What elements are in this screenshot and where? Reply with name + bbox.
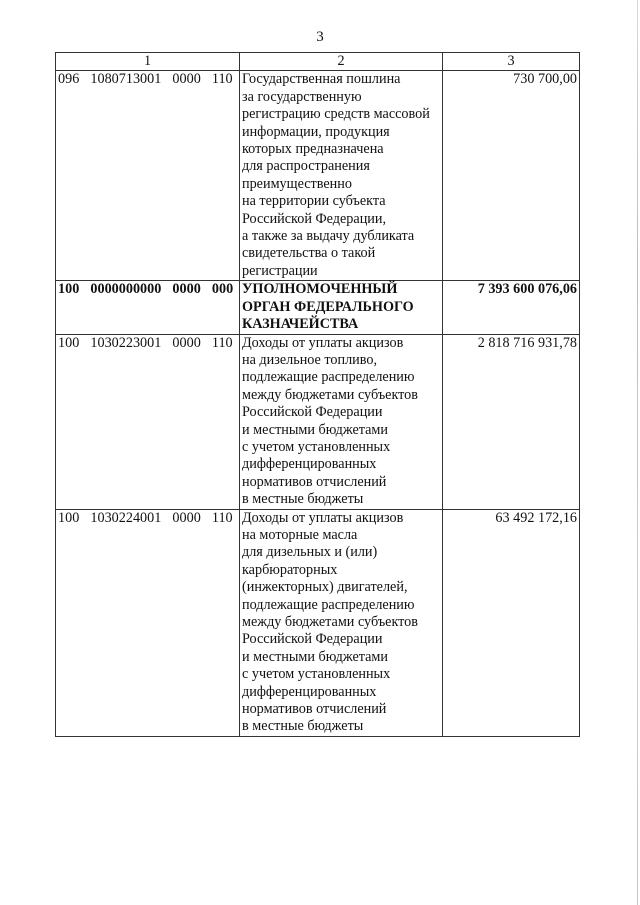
budget-code-cell: 100 0000000000 0000 000 (56, 281, 240, 334)
description-cell: Государственная пошлина за государственную регистрацию средств массовой информации, продукция которых предназначена для распространения преимущественно на территории субъекта Российской Федерации, а также за выдачу дубликата свидетельства о такой регистрации (240, 71, 443, 281)
budget-code-cell: 100 1030223001 0000 110 (56, 334, 240, 509)
description-cell: Доходы от уплаты акцизов на дизельное топливо, подлежащие распределению между бюджетами субъектов Российской Федерации и местными бюджетами с учетом установленных дифференцированных нормативов отчислений в местные бюджеты (240, 334, 443, 509)
description-cell: Доходы от уплаты акцизов на моторные масла для дизельных и (или) карбюраторных (инжекторных) двигателей, подлежащие распределению между бюджетами субъектов Российской Федерации и местными бюджетами с учетом установленных дифференцированных нормативов отчислений в местные бюджеты (240, 509, 443, 736)
column-header-description: 2 (240, 53, 443, 71)
amount-cell: 730 700,00 (443, 71, 580, 281)
table-row (56, 509, 580, 736)
page-number: 3 (316, 29, 324, 45)
table-row (56, 281, 580, 334)
budget-code-cell: 096 1080713001 0000 110 (56, 71, 240, 281)
table-row (56, 334, 580, 509)
column-header-amount: 3 (443, 53, 580, 71)
scan-edge-line (637, 0, 638, 905)
table-row (56, 71, 580, 281)
revenue-table (55, 52, 580, 737)
amount-cell: 7 393 600 076,06 (443, 281, 580, 334)
amount-cell: 63 492 172,16 (443, 509, 580, 736)
budget-code-cell: 100 1030224001 0000 110 (56, 509, 240, 736)
column-header-code: 1 (56, 53, 240, 71)
table-header-row (56, 53, 580, 71)
description-cell: УПОЛНОМОЧЕННЫЙ ОРГАН ФЕДЕРАЛЬНОГО КАЗНАЧЕЙСТВА (240, 281, 443, 334)
amount-cell: 2 818 716 931,78 (443, 334, 580, 509)
